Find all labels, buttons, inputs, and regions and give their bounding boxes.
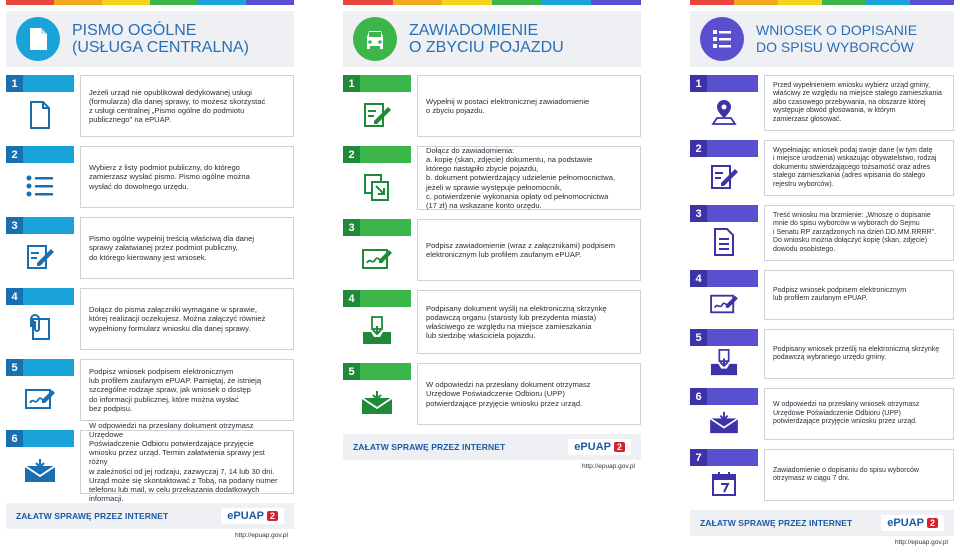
step-text: Wybierz z listy podmiot publiczny, do którego zamierzasz wysłać pismo. Pismo ogólne można wysłać do dowolnego urzędu. — [89, 163, 250, 191]
step-number: 3 — [343, 219, 360, 236]
cta-link[interactable]: ZAŁATW SPRAWĘ PRZEZ INTERNET — [353, 442, 506, 452]
step-text: Treść wniosku ma brzmienie: „Wnoszę o dopisanie mnie do spisu wyborców w wyborach do Sejmu i Senatu RP zarządzonych na dzień DD.MM.RRRR". Do wniosku można dołączyć kopię (skan, zdjęcie) dowodu osobistego. — [773, 211, 937, 253]
step-text-box — [764, 205, 954, 261]
step-number: 6 — [690, 388, 707, 405]
panel-header — [343, 11, 641, 67]
text-doc-icon — [690, 222, 758, 261]
url-text[interactable]: http://epuap.gov.pl — [581, 463, 635, 470]
steps-list — [343, 75, 641, 425]
step-text: Przed wypełnieniem wniosku wybierz urząd gminy, właściwy ze względu na miejsce stałego zamieszkania albo czasowego przebywania, na obszarze której występuje obwód głosowania, w którym zamierzasz głosować. — [773, 81, 942, 123]
step-text: W odpowiedzi na przesłany dokument otrzymasz Urzędowe Poświadczenie Odbioru (UPP) potwierdzające przyjęcie wniosku przez urząd. — [426, 380, 591, 408]
inbox-icon — [690, 346, 758, 379]
logo-badge: 2 — [614, 442, 625, 452]
step-text-box — [764, 270, 954, 320]
rainbow-bar — [343, 0, 641, 5]
step-text-box — [764, 140, 954, 196]
step-text: Podpisz wniosek podpisem elektronicznym lub profilem zaufanym ePUAP. — [773, 286, 907, 302]
paperclip-icon — [6, 305, 74, 350]
panel-footer — [343, 434, 641, 460]
edit-form-icon — [343, 92, 411, 137]
map-pin-icon — [690, 92, 758, 131]
step-number: 3 — [690, 205, 707, 222]
step-6 — [690, 388, 954, 440]
epuap-logo[interactable] — [568, 439, 631, 455]
panel-header — [6, 11, 294, 67]
step-text: Podpisany wniosek prześlij na elektroniczną skrzynkę podawczą wybranego urzędu gminy. — [773, 345, 940, 361]
step-number: 1 — [343, 75, 360, 92]
calendar-icon — [690, 466, 758, 501]
step-number: 3 — [6, 217, 23, 234]
steps-list — [6, 75, 294, 504]
cta-link[interactable]: ZAŁATW SPRAWĘ PRZEZ INTERNET — [16, 511, 169, 521]
step-text-box — [764, 75, 954, 131]
cta-link[interactable]: ZAŁATW SPRAWĘ PRZEZ INTERNET — [700, 518, 853, 528]
step-number: 6 — [6, 430, 23, 447]
step-text: Pismo ogólne wypełnij treścią właściwą dla danej sprawy załatwianej przez podmiot publiczny, do którego kierowany jest wniosek. — [89, 234, 255, 262]
step-number: 5 — [690, 329, 707, 346]
step-text: Dołącz do pisma załączniki wymagane w sprawie, której realizacji oczekujesz. Można załączyć również wypełniony formularz wniosku dla danej sprawy. — [89, 305, 266, 333]
panel-title — [756, 22, 917, 56]
envelope-icon — [343, 380, 411, 425]
epuap-logo[interactable] — [881, 515, 944, 531]
step-text-box — [417, 363, 641, 425]
title-line-2: O ZBYCIU POJAZDU — [409, 39, 564, 56]
panel-pismo-ogolne — [6, 0, 294, 539]
signature-icon — [343, 236, 411, 281]
step-text: Wypełnij w postaci elektronicznej zawiadomienie o zbyciu pojazdu. — [426, 96, 590, 115]
url-text[interactable]: http://epuap.gov.pl — [234, 532, 288, 539]
list-doc-icon — [700, 17, 744, 61]
title-line-1: ZAWIADOMIENIE — [409, 22, 539, 39]
step-7 — [690, 449, 954, 501]
logo-text: ePUAP — [227, 510, 264, 522]
step-text-box — [417, 146, 641, 210]
step-1 — [6, 75, 294, 137]
step-number: 1 — [690, 75, 707, 92]
edit-form-icon — [690, 157, 758, 196]
envelope-icon — [690, 405, 758, 440]
step-text: W odpowiedzi na przesłany dokument otrzymasz Urzędowe Poświadczenie Odbioru potwierdzające przyjęcie wniosku przez urząd. Termin załatwienia sprawy jest różny w zależności od jej rodzaju, zazwyczaj 7, 14 lub 30 dni. Urząd może się skontaktować z Tobą, na podany numer telefonu lub mail, w celu przekazania dodatkowych informacji. — [89, 420, 278, 504]
panel-footer — [6, 503, 294, 529]
step-2 — [6, 146, 294, 208]
step-1 — [690, 75, 954, 131]
panel-title — [72, 22, 249, 56]
step-text-box — [80, 288, 294, 350]
step-number: 2 — [690, 140, 707, 157]
step-number: 4 — [690, 270, 707, 287]
step-1 — [343, 75, 641, 137]
step-number: 1 — [6, 75, 23, 92]
step-text-box — [764, 449, 954, 501]
list-icon — [6, 163, 74, 208]
step-5 — [343, 363, 641, 425]
logo-text: ePUAP — [887, 517, 924, 529]
step-number: 2 — [343, 146, 360, 163]
step-number: 7 — [690, 449, 707, 466]
logo-badge: 2 — [927, 518, 938, 528]
step-text-box — [80, 420, 294, 504]
title-line-2: DO SPISU WYBORCÓW — [756, 39, 914, 55]
step-text-box — [417, 290, 641, 354]
step-text: W odpowiedzi na przesłany wniosek otrzymasz Urzędowe Poświadczenie Odbioru (UPP) potwierdzające przyjęcie wniosku przez urząd. — [773, 401, 920, 426]
title-line-2: (USŁUGA CENTRALNA) — [72, 39, 249, 56]
step-3 — [690, 205, 954, 261]
step-number: 2 — [6, 146, 23, 163]
edit-form-icon — [6, 234, 74, 279]
url-text[interactable]: http://epuap.gov.pl — [894, 539, 948, 546]
step-text: Zawiadomienie o dopisaniu do spisu wyborców otrzymasz w ciągu 7 dni. — [773, 466, 919, 482]
document-icon — [16, 17, 60, 61]
page-icon — [6, 92, 74, 137]
step-number: 4 — [343, 290, 360, 307]
logo-badge: 2 — [267, 511, 278, 521]
step-number: 4 — [6, 288, 23, 305]
step-number: 5 — [343, 363, 360, 380]
step-text: Wypełniając wniosek podaj swoje dane (w tym datę i miejsce urodzenia) wskazując obywatelstwo, rodzaj dokumentu stwierdzającego tożsamość oraz adres stałego zamieszkania (adres wpisania do stałego rejestru wyborców). — [773, 146, 937, 188]
step-text: Podpisany dokument wyślij na elektroniczną skrzynkę podawczą organu (starosty lub prezydenta miasta) właściwego ze względu na miejsce zamieszkania lub siedzibę właściciela pojazdu. — [426, 303, 607, 341]
panel-zawiadomienie — [343, 0, 641, 470]
step-text: Podpisz wniosek podpisem elektronicznym lub profilem zaufanym ePUAP. Pamiętaj, że istnieją szczególne rodzaje spraw, jak wniosek o dostęp do informacji publicznej, które można wysłać bez podpisu. — [89, 366, 262, 413]
step-text-box — [80, 359, 294, 421]
inbox-icon — [343, 307, 411, 354]
panel-title — [409, 22, 564, 56]
step-text: Podpisz zawiadomienie (wraz z załącznikami) podpisem elektronicznym lub profilem zaufanym ePUAP. — [426, 240, 616, 259]
step-text-box — [80, 146, 294, 208]
panel-header — [690, 11, 954, 67]
step-4 — [6, 288, 294, 350]
step-3 — [6, 217, 294, 279]
signature-icon — [6, 376, 74, 421]
step-text-box — [80, 75, 294, 137]
step-text-box — [417, 219, 641, 281]
step-4 — [690, 270, 954, 320]
step-2 — [690, 140, 954, 196]
panel-footer — [690, 510, 954, 536]
rainbow-bar — [690, 0, 954, 5]
step-4 — [343, 290, 641, 354]
title-line-1: WNIOSEK O DOPISANIE — [756, 22, 918, 38]
signature-icon — [690, 287, 758, 320]
step-5 — [6, 359, 294, 421]
car-icon — [353, 17, 397, 61]
step-text: Jeżeli urząd nie opublikował dedykowanej usługi (formularza) dla danej sprawy, to możesz skorzystać z usługi centralnej „Pismo ogólne do podmiotu publicznego" na ePUAP. — [89, 87, 266, 125]
step-text-box — [764, 329, 954, 379]
steps-list — [690, 75, 954, 501]
step-3 — [343, 219, 641, 281]
logo-text: ePUAP — [574, 441, 611, 453]
step-text-box — [764, 388, 954, 440]
step-text-box — [80, 217, 294, 279]
envelope-icon — [6, 447, 74, 494]
step-text: Dołącz do zawiadomienia: a. kopię (skan, zdjęcie) dokumentu, na podstawie którego nastąpiło zbycie pojazdu, b. dokument potwierdzający udzielenie pełnomocnictwa, jeżeli w sprawie występuje pełnomocnik, c. potwierdzenie wykonania opłaty od pełnomocnictwa (17 zł) na wskazane konto urzędu. — [426, 145, 616, 211]
rainbow-bar — [6, 0, 294, 5]
step-5 — [690, 329, 954, 379]
copy-docs-icon — [343, 163, 411, 210]
panel-wniosek-spis — [690, 0, 954, 546]
epuap-logo[interactable] — [221, 508, 284, 524]
step-text-box — [417, 75, 641, 137]
step-number: 5 — [6, 359, 23, 376]
title-line-1: PISMO OGÓLNE — [72, 22, 197, 39]
step-6 — [6, 420, 294, 504]
step-2 — [343, 146, 641, 210]
